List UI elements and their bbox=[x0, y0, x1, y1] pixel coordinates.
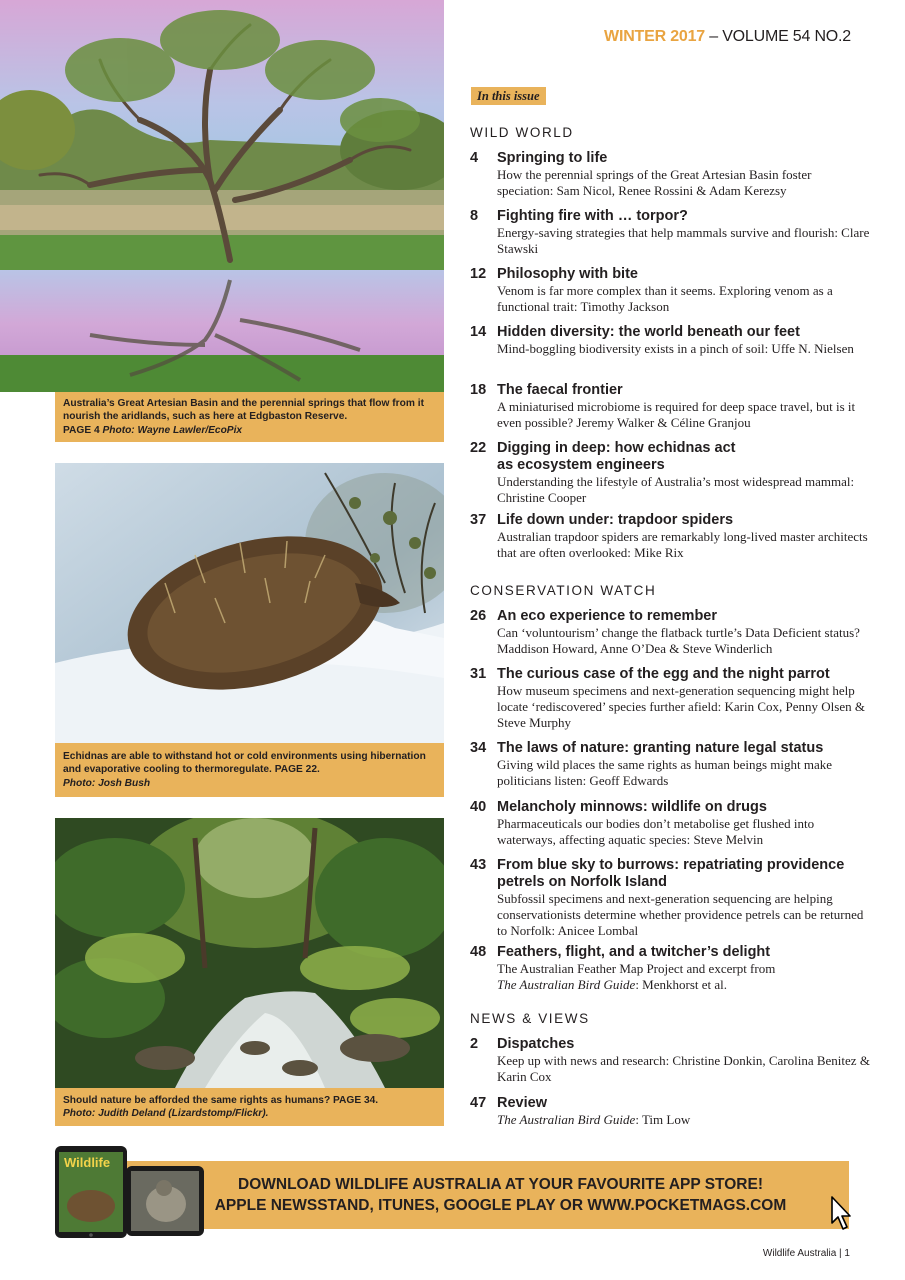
toc-description-book: The Australian Bird Guide bbox=[497, 1112, 636, 1127]
toc-title: Life down under: trapdoor spiders bbox=[497, 512, 734, 528]
caption-text: Australia’s Great Artesian Basin and the perennial springs that flow from it nourish the aridlands, such as here at Edgbaston Reserve. bbox=[63, 397, 424, 423]
toc-description: Keep up with news and research: Christine Donkin, Carolina Benitez & Karin Cox bbox=[497, 1053, 870, 1084]
tablet-logo: Wildlife bbox=[64, 1155, 111, 1170]
toc-title: The curious case of the egg and the night parrot bbox=[497, 666, 830, 682]
tablet-image-front bbox=[55, 1146, 127, 1238]
toc-entry[interactable] bbox=[470, 208, 870, 257]
toc-entry[interactable] bbox=[470, 266, 870, 315]
toc-page-number: 31 bbox=[470, 666, 487, 682]
section-news-views: NEWS & VIEWS bbox=[470, 1011, 590, 1026]
toc-page-number: 22 bbox=[470, 440, 487, 456]
toc-title: Dispatches bbox=[497, 1036, 575, 1052]
toc-entry[interactable] bbox=[470, 608, 870, 657]
app-store-banner[interactable] bbox=[112, 1161, 849, 1229]
caption-fern-gully bbox=[55, 1088, 444, 1126]
toc-title: From blue sky to burrows: repatriating providence petrels on Norfolk Island bbox=[497, 857, 845, 890]
toc-entry[interactable] bbox=[470, 666, 870, 731]
toc-entry[interactable] bbox=[470, 1095, 870, 1128]
toc-page-number: 37 bbox=[470, 512, 487, 528]
toc-page-number: 14 bbox=[470, 324, 487, 340]
section-conservation-watch: CONSERVATION WATCH bbox=[470, 583, 657, 598]
section-wild-world: WILD WORLD bbox=[470, 125, 574, 140]
toc-description: Giving wild places the same rights as human beings might make politicians listen: Geoff Edwards bbox=[497, 757, 833, 788]
banner-line-1: DOWNLOAD WILDLIFE AUSTRALIA AT YOUR FAVOURITE APP STORE! bbox=[238, 1176, 763, 1193]
in-this-issue-label: In this issue bbox=[471, 87, 546, 105]
toc-entry[interactable] bbox=[470, 440, 870, 506]
toc-description bbox=[497, 1112, 870, 1128]
toc-description: Understanding the lifestyle of Australia’s most widespread mammal: Christine Cooper bbox=[497, 474, 855, 505]
toc-entry[interactable] bbox=[470, 740, 870, 789]
toc-page-number: 26 bbox=[470, 608, 487, 624]
toc-page-number: 2 bbox=[470, 1036, 479, 1052]
tablet-image-back bbox=[126, 1166, 204, 1238]
caption-credit: Photo: Wayne Lawler/EcoPix bbox=[102, 424, 243, 436]
toc-title: Feathers, flight, and a twitcher’s delight bbox=[497, 944, 771, 960]
toc-description: How the perennial springs of the Great Artesian Basin foster speciation: Sam Nicol, Renee Rossini & Adam Kerezsy bbox=[497, 167, 812, 198]
toc-entry[interactable] bbox=[470, 512, 870, 561]
toc-title: An eco experience to remember bbox=[497, 608, 718, 624]
caption-credit: Photo: Josh Bush bbox=[63, 777, 151, 789]
toc-page-number: 34 bbox=[470, 740, 487, 756]
toc-title: Philosophy with bite bbox=[497, 266, 638, 282]
toc-title: Review bbox=[497, 1095, 547, 1111]
toc-page-number: 40 bbox=[470, 799, 487, 815]
caption-credit: Photo: Judith Deland (Lizardstomp/Flickr). bbox=[63, 1108, 269, 1119]
caption-echidna bbox=[55, 743, 444, 797]
issue-volume: – VOLUME 54 NO.2 bbox=[705, 28, 851, 45]
toc-title: Melancholy minnows: wildlife on drugs bbox=[497, 799, 767, 815]
toc-description-part: : Tim Low bbox=[635, 1112, 691, 1127]
photo-fern-gully bbox=[55, 818, 444, 1088]
toc-description: Pharmaceuticals our bodies don’t metabolise get flushed into waterways, affecting aquatic species: Steve Melvin bbox=[497, 816, 815, 847]
issue-line bbox=[604, 28, 851, 46]
toc-description: Can ‘voluntourism’ change the flatback turtle’s Data Deficient status? Maddison Howard, Anne O’Dea & Steve Winderlich bbox=[497, 625, 860, 656]
photo-echidna bbox=[55, 463, 444, 743]
toc-page-number: 47 bbox=[470, 1095, 487, 1111]
toc-entry[interactable] bbox=[470, 857, 870, 939]
banner-line-2: APPLE NEWSSTAND, ITUNES, GOOGLE PLAY OR WWW.POCKETMAGS.COM bbox=[214, 1197, 787, 1214]
toc-page-number: 8 bbox=[470, 208, 479, 224]
toc-page-number: 48 bbox=[470, 944, 487, 960]
toc-description: Energy-saving strategies that help mammals survive and flourish: Clare Stawski bbox=[497, 225, 870, 256]
caption-text: Echidnas are able to withstand hot or cold environments using hibernation and evaporative cooling to thermoregulate. PAGE 22. bbox=[63, 750, 426, 776]
toc-entry[interactable] bbox=[470, 150, 870, 199]
toc-entry[interactable] bbox=[470, 324, 870, 357]
toc-description: Venom is far more complex than it seems. Exploring venom as a functional trait: Timothy Jackson bbox=[497, 283, 833, 314]
toc-title: Digging in deep: how echidnas act as ecosystem engineers bbox=[497, 440, 736, 473]
mouse-cursor-icon bbox=[830, 1195, 854, 1236]
toc-title: Fighting fire with … torpor? bbox=[497, 208, 688, 224]
toc-entry[interactable] bbox=[470, 799, 870, 848]
toc-entry[interactable] bbox=[470, 944, 870, 993]
toc-description bbox=[497, 961, 870, 993]
toc-description-part: : Menkhorst et al. bbox=[635, 977, 728, 992]
issue-season: WINTER 2017 bbox=[604, 28, 705, 45]
toc-entry[interactable] bbox=[470, 382, 870, 431]
photo-artesian-basin bbox=[0, 0, 444, 392]
toc-title: The laws of nature: granting nature legal status bbox=[497, 740, 824, 756]
caption-page: PAGE 4 bbox=[63, 424, 103, 436]
toc-entry[interactable] bbox=[470, 1036, 870, 1085]
toc-page-number: 18 bbox=[470, 382, 487, 398]
toc-page-number: 4 bbox=[470, 150, 479, 166]
toc-title: Hidden diversity: the world beneath our feet bbox=[497, 324, 800, 340]
toc-description-part: The Australian Feather Map Project and excerpt from bbox=[497, 961, 776, 976]
toc-description: Subfossil specimens and next-generation sequencing are helping conservationists determine whether providence petrels can be returned to Norfolk: Anicee Lombal bbox=[497, 891, 864, 938]
toc-title: The faecal frontier bbox=[497, 382, 623, 398]
toc-description-book: The Australian Bird Guide bbox=[497, 977, 636, 992]
toc-page-number: 43 bbox=[470, 857, 487, 873]
toc-description: How museum specimens and next-generation sequencing might help locate ‘rediscovered’ species further afield: Karin Cox, Penny Olsen & Steve Murphy bbox=[497, 683, 865, 730]
toc-description: A miniaturised microbiome is required for deep space travel, but is it even possible? Jeremy Walker & Céline Granjou bbox=[497, 399, 856, 430]
caption-artesian-basin bbox=[55, 392, 444, 442]
toc-page-number: 12 bbox=[470, 266, 487, 282]
toc-description: Mind-boggling biodiversity exists in a pinch of soil: Uffe N. Nielsen bbox=[497, 341, 854, 356]
toc-title: Springing to life bbox=[497, 150, 608, 166]
caption-text: Should nature be afforded the same rights as humans? PAGE 34. bbox=[63, 1094, 379, 1106]
toc-description: Australian trapdoor spiders are remarkably long-lived master architects that are often overlooked: Mike Rix bbox=[497, 529, 868, 560]
page-footer: Wildlife Australia | 1 bbox=[762, 1248, 850, 1259]
